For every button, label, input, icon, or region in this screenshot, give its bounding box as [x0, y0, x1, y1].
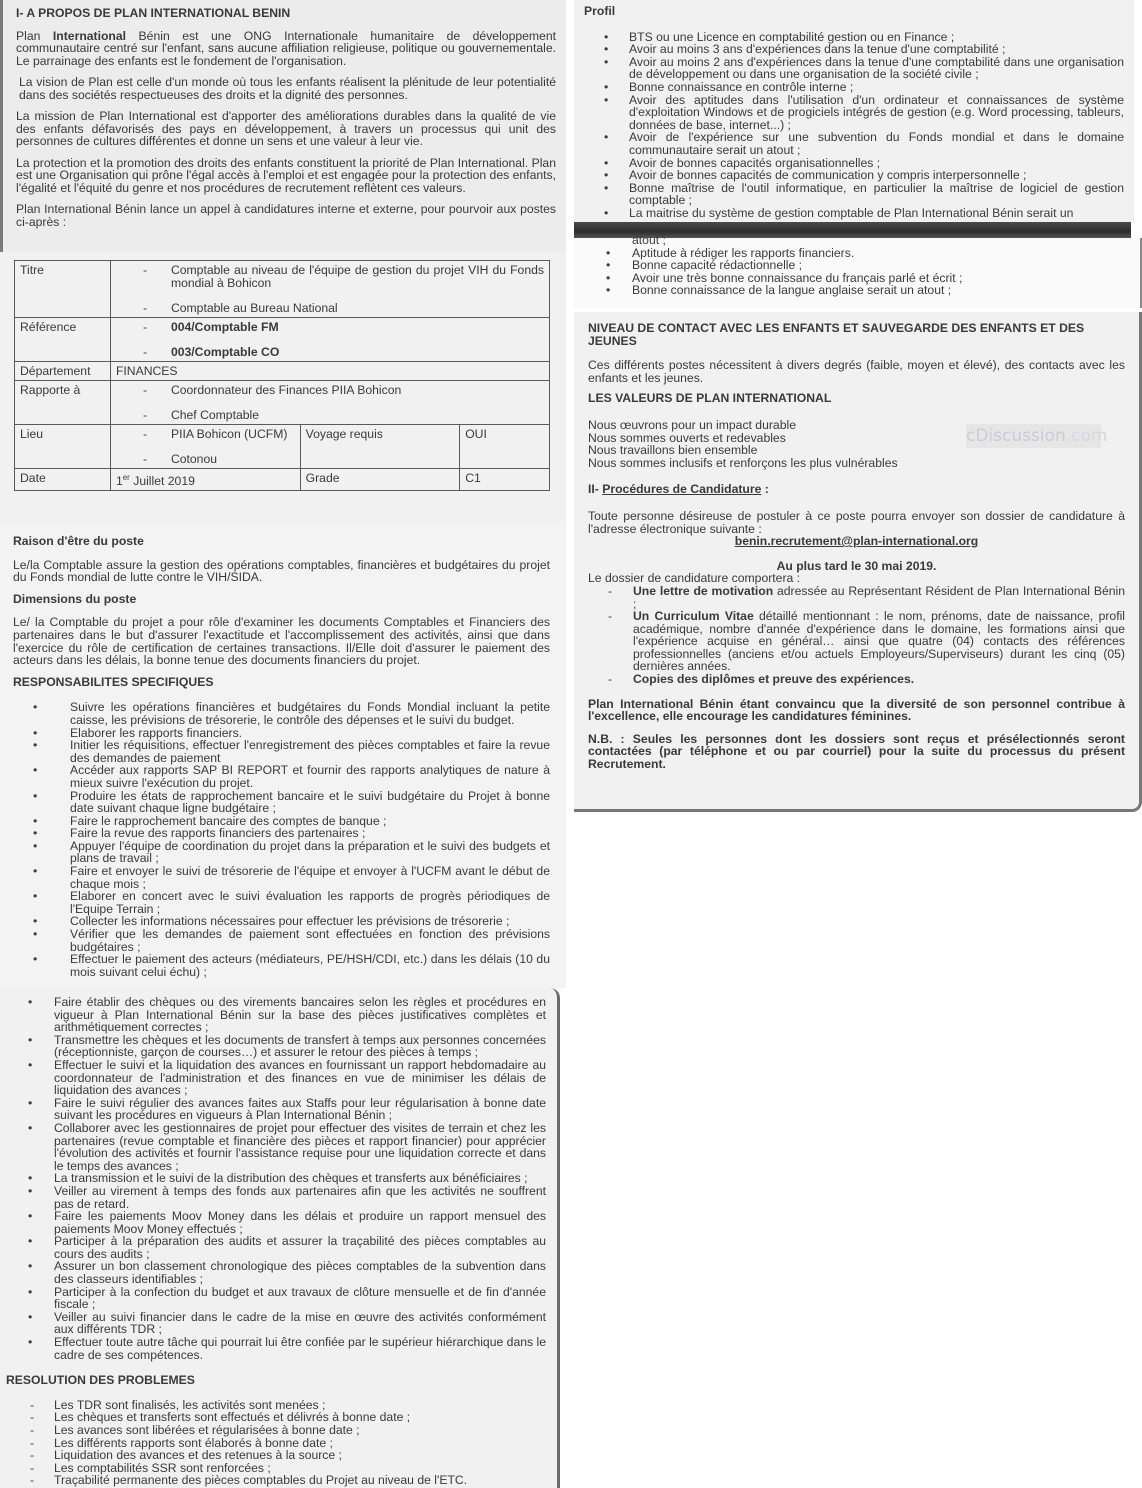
resolution-item: - Les avances sont libérées et régularisées à bonne date ; — [8, 1424, 546, 1437]
responsabilite-item: • Veiller au suivi financier dans le cadre de la mise en œuvre des activités conformément aux différents TDR ; — [8, 1311, 546, 1336]
profil-item: • Avoir de l'expérience sur une subvention du Fonds mondial et dans le domaine communautaire serait un atout ; — [584, 131, 1124, 156]
date-sup: er — [122, 472, 130, 482]
table-row-titre — [15, 261, 550, 318]
profil-list-continued — [584, 247, 1130, 297]
profil-item: • Avoir au moins 3 ans d'expériences dans la tenue d'une comptabilité ; — [584, 43, 1124, 56]
grade-label: Grade — [300, 468, 460, 490]
titre-1: Comptable au niveau de l'équipe de gestion du projet VIH du Fonds mondial à Bohicon — [170, 263, 544, 290]
dossier-item-text: adressée au Représentant Résident de Plan International Bénin ; — [633, 583, 1125, 611]
resolution-item: - Les comptabilités SSR sont renforcées ; — [8, 1462, 546, 1475]
procedures-heading — [588, 483, 1125, 496]
dash: - — [142, 319, 147, 334]
dash: - — [142, 426, 147, 441]
titre-2: Comptable au Bureau National — [170, 301, 338, 316]
dash: - — [142, 301, 147, 316]
responsabilite-item: • Elaborer en concert avec le suivi évaluation les rapports de progrès périodiques de l'Equipe Terrain ; — [13, 890, 550, 915]
about-heading: I- A PROPOS DE PLAN INTERNATIONAL BENIN — [16, 6, 291, 20]
raison-text: Le/la Comptable assure la gestion des opérations comptables, financières et budgétaires du projet du Fonds mondial de lutte contre le VIH/SIDA. — [13, 557, 550, 585]
responsabilite-item: • Faire le rapprochement bancaire des comptes de banque ; — [13, 815, 550, 828]
dash: - — [142, 408, 147, 423]
resolution-heading: RESOLUTION DES PROBLEMES — [6, 1373, 195, 1388]
diversity-statement: Plan International Bénin étant convaincu que la diversité de son personnel contribue à l'excellence, elle encourage les candidatures féminines. — [588, 696, 1125, 724]
resolution-item: - Les chèques et transferts sont effectués et délivrés à bonne date ; — [8, 1411, 546, 1424]
profil-item: • Avoir des aptitudes dans l'utilisation d'un ordinateur et connaissances de système d'exploitation Windows et de progiciels intégrés de gestion (e.g. Word processing, tableurs, données de base, internet...) ; — [584, 94, 1124, 132]
lieu-label: Lieu — [15, 424, 111, 468]
table-row-rapporte — [15, 380, 550, 424]
table-row-departement — [15, 361, 550, 380]
responsabilite-item: • Collecter les informations nécessaires pour effectuer les prévisions de trésorerie ; — [13, 915, 550, 928]
responsabilite-item: • Elaborer les rapports financiers. — [13, 727, 550, 740]
profil-item: • Aptitude à rédiger les rapports financiers. — [584, 247, 1130, 260]
dash: - — [142, 452, 147, 467]
responsabilite-item: • Faire les paiements Moov Money dans les délais et produire un rapport mensuel des paiements Moov Money effectués ; — [8, 1210, 546, 1235]
responsabilite-item: • Transmettre les chèques et les documents de transfert à temps aux personnes concernées (réceptionniste, garçon de courses…) et assurer le retour des pièces à temps ; — [8, 1034, 546, 1059]
departement-value: FINANCES — [110, 361, 549, 380]
about-paragraph — [16, 30, 556, 68]
profil-item: • La maitrise du système de gestion comptable de Plan International Bénin serait un — [584, 207, 1124, 220]
valeur-item: Nous travaillons bien ensemble — [588, 443, 758, 458]
titre-value — [110, 261, 549, 318]
job-description-section — [0, 522, 566, 988]
dossier-item-bold: Copies des diplômes et preuve des expériences. — [633, 672, 915, 687]
responsabilite-item: • Veiller au virement à temps des fonds aux partenaires afin que les activités ne souffrent pas de retard. — [8, 1185, 546, 1210]
job-table — [14, 260, 550, 491]
profil-list — [584, 31, 1124, 220]
responsabilite-item: • Faire la revue des rapports financiers des partenaires ; — [13, 827, 550, 840]
responsabilite-item: • Assurer un bon classement chronologique des pièces comptables de la subvention dans des classeurs identifiables ; — [8, 1260, 546, 1285]
profil-item: • Avoir de bonnes capacités organisationnelles ; — [584, 157, 1124, 170]
reference-label: Référence — [15, 317, 111, 361]
job-table-section — [0, 252, 566, 522]
resolution-item: - Traçabilité permanente des pièces comptables du Projet au niveau de l'ETC. — [8, 1474, 546, 1487]
rapporte-label: Rapporte à — [15, 380, 111, 424]
profil-section — [574, 0, 1134, 222]
raison-heading: Raison d'être du poste — [13, 534, 144, 548]
responsabilite-item: • Faire établir des chèques ou des virements bancaires selon les règles et procédures en vigueur à Plan International Bénin sur la base des pièces justificatives complètes et arithmétiquement correctes ; — [8, 996, 546, 1034]
responsabilite-item: • Accéder aux rapports SAP BI REPORT et fournir des rapports analytiques de nature à mieux suivre l'exécution du projet. — [13, 764, 550, 789]
responsabilite-item: • Effectuer le paiement des acteurs (médiateurs, PE/HSH/CDI, etc.) dans les délais (10 du mois suivant celui échu) ; — [13, 953, 550, 978]
dossier-item — [588, 610, 1125, 673]
about-bold-text: International — [52, 28, 127, 43]
responsabilite-item: • Faire le suivi régulier des avances faites aux Staffs pour leur régularisation à bonne date suivant les procédures en vigueurs à Plan International Bénin ; — [8, 1097, 546, 1122]
dossier-item-bold: Un Curriculum Vitae — [633, 609, 754, 624]
nb-statement: N.B. : Seules les personnes dont les dossiers sont reçus et présélectionnés seront contactées (par téléphone et ou par courriel) pour la suite du processus du présent Recrutement. — [588, 731, 1125, 772]
dimensions-text: Le/ la Comptable du projet a pour rôle d'examiner les documents Comptables et Financiers des partenaires dans le but d'assurer l'exactitude et l'accomplissement des activités, ainsi que dans l'exercice du rôle de certification de certaines transactions. Il/Elle doit d'assurer le paiement des acteurs dans les délais, la bonne tenue des documents financiers du projet. — [13, 615, 550, 668]
about-section — [0, 0, 566, 252]
profil-item: • Avoir de bonnes capacités de communication y compris interpersonnelle ; — [584, 169, 1124, 182]
rapporte-value — [110, 380, 549, 424]
responsabilite-item: • Effectuer toute autre tâche qui pourrait lui être confiée par le supérieur hiérarchique dans le cadre de ses compétences. — [8, 1336, 546, 1361]
responsabilite-item: • Collaborer avec les gestionnaires de projet pour effectuer des visites de terrain et chez les partenaires (revue comptable et financière des pièces et rapport financier) pour apprécier l'évolution des activités et fournir l'assistance requise pour une liquidation correcte et dans le temps des avances ; — [8, 1122, 546, 1172]
responsabilite-item: • Faire et envoyer le suivi de trésorerie de l'équipe et envoyer à l'UCFM avant le début de chaque mois ; — [13, 865, 550, 890]
rapporte-1: Coordonnateur des Finances PIIA Bohicon — [170, 382, 402, 397]
responsabilite-item: • Participer à la confection du budget et aux travaux de clôture mensuelle et de fin d'année fiscale ; — [8, 1286, 546, 1311]
vision-paragraph: La vision de Plan est celle d'un monde où tous les enfants réalisent la plénitude de leur potentialité dans des sociétés respectueuses des droits et la dignité des personnes. — [19, 75, 556, 102]
date-rest: Juillet 2019 — [129, 474, 195, 488]
about-text: Plan — [16, 28, 53, 43]
resolution-item: - Les TDR sont finalisés, les activités sont menées ; — [8, 1399, 546, 1412]
responsabilites-list-continued — [8, 996, 546, 1361]
email-link[interactable]: benin.recrutement@plan-international.org — [734, 534, 979, 549]
call-paragraph: Plan International Bénin lance un appel à candidatures interne et externe, pour pourvoir aux postes ci-après : — [16, 202, 556, 229]
valeurs-heading: LES VALEURS DE PLAN INTERNATIONAL — [588, 391, 832, 406]
dimensions-heading: Dimensions du poste — [13, 591, 137, 606]
lieu-1: PIIA Bohicon (UCFM) — [170, 426, 288, 441]
responsabilite-item: • La transmission et le suivi de la distribution des chèques et transferts aux bénéficiaires ; — [8, 1172, 546, 1185]
grade-value: C1 — [460, 468, 550, 490]
resolution-list — [8, 1399, 546, 1487]
responsabilite-item: • Initier les réquisitions, effectuer l'enregistrement des pièces comptables et faire la revue des demandes de paiement — [13, 739, 550, 764]
deadline: Au plus tard le 30 mai 2019. — [776, 558, 937, 573]
valeur-item: Nous œuvrons pour un impact durable — [588, 417, 796, 432]
mission-paragraph: La mission de Plan International est d'apporter des améliorations durables dans la qualité de vie des enfants défavorisés des pays en développement, à travers un processus qui unit des personnes de cultures différentes et donne un sens et une valeur à leur vie. — [16, 109, 556, 149]
date-value — [110, 468, 300, 490]
table-row-lieu — [15, 424, 550, 468]
voyage-value: OUI — [460, 424, 550, 468]
dossier-item — [588, 673, 1125, 686]
profil-continued-section — [574, 233, 1142, 308]
contact-heading: NIVEAU DE CONTACT AVEC LES ENFANTS ET SAUVEGARDE DES ENFANTS ET DES JEUNES — [588, 321, 1085, 348]
valeur-item: Nous sommes ouverts et redevables — [588, 430, 786, 445]
watermark — [966, 424, 1108, 448]
procedures-title: Procédures de Candidature — [602, 482, 762, 497]
responsabilites-continued-section — [0, 988, 560, 1488]
reference-1: 004/Comptable FM — [170, 319, 279, 334]
table-row-date — [15, 468, 550, 490]
reference-2: 003/Comptable CO — [170, 345, 280, 360]
profil-item: • Avoir au moins 2 ans d'expériences dans la tenue d'une comptabilité dans une organisation de développement ou dans une organisation de la société civile ; — [584, 56, 1124, 81]
valeur-item: Nous sommes inclusifs et renforçons les plus vulnérables — [588, 455, 898, 470]
responsabilites-list — [13, 701, 550, 978]
dossier-intro: Le dossier de candidature comportera : — [588, 571, 801, 586]
responsabilite-item: • Suivre les opérations financières et budgétaires du Fonds Mondial incluant la petite caisse, les prévisions de trésorerie, le contrôle des dépenses et le suivi du budget. — [13, 701, 550, 726]
rapporte-2: Chef Comptable — [170, 408, 260, 423]
date-day: 1 — [115, 474, 123, 488]
responsabilite-item: • Effectuer le suivi et la liquidation des avances en fournissant un rapport hebdomadaire au coordonnateur de l'administration et des finances en vue de minimiser les délais de liquidation des avances ; — [8, 1059, 546, 1097]
watermark-suffix: .com — [1065, 426, 1108, 446]
reference-value — [110, 317, 549, 361]
responsabilite-item: • Participer à la préparation des audits et assurer la traçabilité des pièces comptables au cours des audits ; — [8, 1235, 546, 1260]
responsabilite-item: • Vérifier que les demandes de paiement sont effectuées en fonction des prévisions budgétaires ; — [13, 928, 550, 953]
profil-item: • Bonne connaissance de la langue anglaise serait un atout ; — [584, 284, 1130, 297]
watermark-name: cDiscussion — [966, 426, 1066, 446]
candidature-section — [574, 312, 1142, 812]
titre-label: Titre — [15, 261, 111, 318]
protection-paragraph: La protection et la promotion des droits des enfants constituent la priorité de Plan International. Plan est une Organisation qui prône l'égal accès à l'emploi et est engagée pour la protection des enfants, l'égalité et l'équité du genre et nos procédures de recrutement reflètent ces valeurs. — [16, 155, 556, 195]
resolution-item: - Les différents rapports sont élaborés à bonne date ; — [8, 1437, 546, 1450]
profil-item: • Avoir une très bonne connaissance du français parlé et écrit ; — [584, 272, 1130, 285]
date-label: Date — [15, 468, 111, 490]
dossier-item-bold: Une lettre de motivation — [633, 583, 774, 598]
procedures-intro: Toute personne désireuse de postuler à ce poste pourra envoyer son dossier de candidature à l'adresse électronique suivante : — [588, 508, 1125, 536]
dash: - — [142, 263, 147, 277]
dash: - — [142, 345, 147, 360]
table-row-reference — [15, 317, 550, 361]
contact-text: Ces différents postes nécessitent à divers degrés (faible, moyen et élevé), des contacts avec les enfants et les jeunes. — [588, 358, 1125, 385]
lieu-2: Cotonou — [170, 452, 218, 467]
email-line — [588, 535, 1125, 548]
profil-item: • BTS ou une Licence en comptabilité gestion ou en Finance ; — [584, 31, 1124, 44]
dossier-list — [588, 585, 1125, 686]
responsabilite-item: • Produire les états de rapprochement bancaire et le suivi budgétaire du Projet à bonne date suivant chaque ligne budgétaire ; — [13, 790, 550, 815]
about-text: Bénin est une ONG Internationale humanitaire de développement communautaire centré sur l'enfant, sans aucune affiliation religieuse, politique ou gouvernementale. Le parrainage des enfants est le fondement de l'organisation. — [16, 28, 556, 68]
profil-item: • Bonne maîtrise de l'outil informatique, en particulier la maîtrise de logiciel de gestion comptable ; — [584, 182, 1124, 207]
lieu-value — [110, 424, 300, 468]
departement-label: Département — [15, 361, 111, 380]
profil-item: • Bonne connaissance en contrôle interne ; — [584, 81, 1124, 94]
voyage-label: Voyage requis — [300, 424, 460, 468]
procedures-prefix: II- — [588, 482, 603, 497]
profil-continuation: atout ; — [632, 233, 666, 247]
dossier-item-text: détaillé mentionnant : le nom, prénoms, date de naissance, profil académique, nombre d'année d'expérience dans le domaine, les formations ainsi que l'expérience acquise en général… ainsi que quatre (04) contacts des références professionnelles (anciens et/ou actuels Employeurs/Superviseurs) durant les cinq (05) dernières années. — [633, 609, 1125, 674]
resolution-item: - Liquidation des avances et des retenues à la source ; — [8, 1449, 546, 1462]
responsabilites-heading: RESPONSABILITES SPECIFIQUES — [13, 674, 214, 689]
procedures-colon: : — [761, 482, 769, 497]
responsabilite-item: • Appuyer l'équipe de coordination du projet dans la préparation et le suivi des budgets et plans de travail ; — [13, 840, 550, 865]
profil-item: • Bonne capacité rédactionnelle ; — [584, 259, 1130, 272]
profil-heading: Profil — [584, 4, 616, 18]
dossier-item — [588, 585, 1125, 610]
dash: - — [142, 382, 147, 397]
